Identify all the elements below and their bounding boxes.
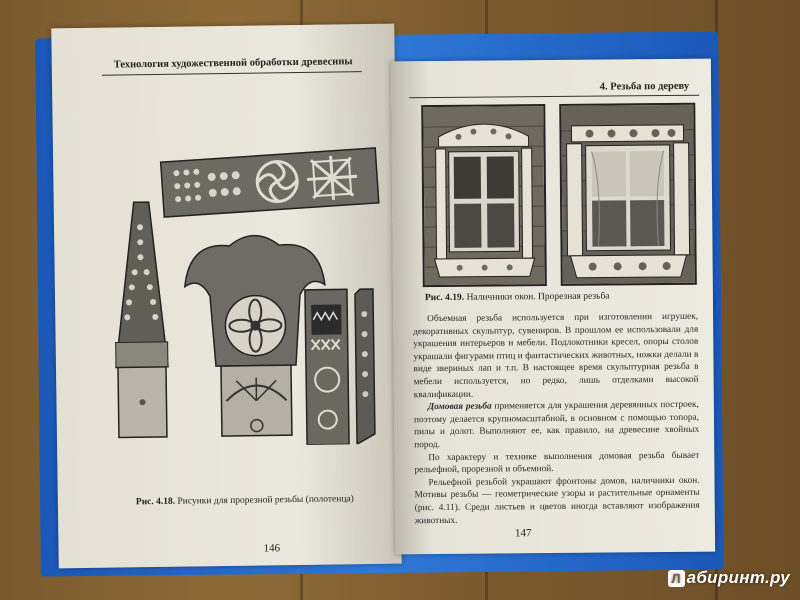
paragraph-text: Рельефной резьбой украшают фронтоны домов, наличники окон. Мотивы резьбы — геометрические узоры и растительные орнаменты (рис. 4.11). Среди листьев и цветов иногда вставляют изображения животных. — [414, 475, 700, 526]
paragraph — [414, 449, 699, 477]
caption-text: Рисунки для прорезной резьбы (полотенца) — [177, 494, 354, 507]
header-rule — [409, 95, 699, 99]
figure-4-18-caption — [136, 494, 354, 507]
right-page — [391, 59, 715, 555]
paragraph-text: По характеру и технике выполнения домовая резьба бывает рельефной, прорезной и объемной. — [414, 450, 700, 476]
caption-text: Наличники окон. Прорезная резьба — [466, 291, 610, 303]
window-photo-left — [421, 104, 547, 287]
towel-panel-narrow — [305, 289, 349, 445]
paragraph — [414, 474, 699, 527]
labirint-watermark — [668, 568, 790, 588]
body-text — [413, 311, 700, 528]
towel-panel-horizontal — [161, 148, 379, 217]
window-photo-right — [559, 103, 697, 286]
header-rule — [102, 71, 362, 76]
towel-panel-pointed — [114, 202, 169, 438]
caption-label: Рис. 4.18. — [135, 496, 176, 508]
figure-4-18-illustration — [53, 144, 400, 449]
paragraph-text: Объемная резьба используется при изготовлении игрушек, декоративных скульптур, сувениров. В прошлом ее использовали для украшения интерьеров и мебели. Подлокотники кресел, опоры столов украшали фигурами птиц и фантастических животных, ножки делали в виде звериных лап и т.п. В настоящее время скульптурная резьба в мебели используется, но редко, лишь отделками высокой квалификации. — [413, 311, 699, 400]
figure-4-19-caption — [425, 292, 610, 304]
running-header-right: 4. Резьба по дереву — [599, 80, 690, 93]
paragraph-text: применяется для украшения деревянных построек, поэтому делается крупномасштабной, в основном с помощью топора, пилы и долот. Выполняют ее, как правило, на древесине хвойных пород. — [413, 399, 700, 451]
towel-panel-thin — [355, 289, 375, 444]
running-header-left: Технология художественной обработки древесины — [113, 56, 353, 71]
watermark-text: абиринт.ру — [686, 568, 790, 587]
window-illustration — [423, 106, 545, 285]
paragraph — [414, 399, 699, 452]
window-illustration — [561, 105, 695, 284]
paragraph-lead: Домовая резьба — [427, 401, 492, 413]
page-number-left: 146 — [263, 542, 281, 555]
labirint-logo-icon: Л — [668, 570, 685, 587]
paragraph — [413, 311, 699, 402]
left-page — [51, 24, 402, 569]
caption-label: Рис. 4.19. — [424, 292, 465, 304]
page-number-right: 147 — [514, 527, 532, 540]
